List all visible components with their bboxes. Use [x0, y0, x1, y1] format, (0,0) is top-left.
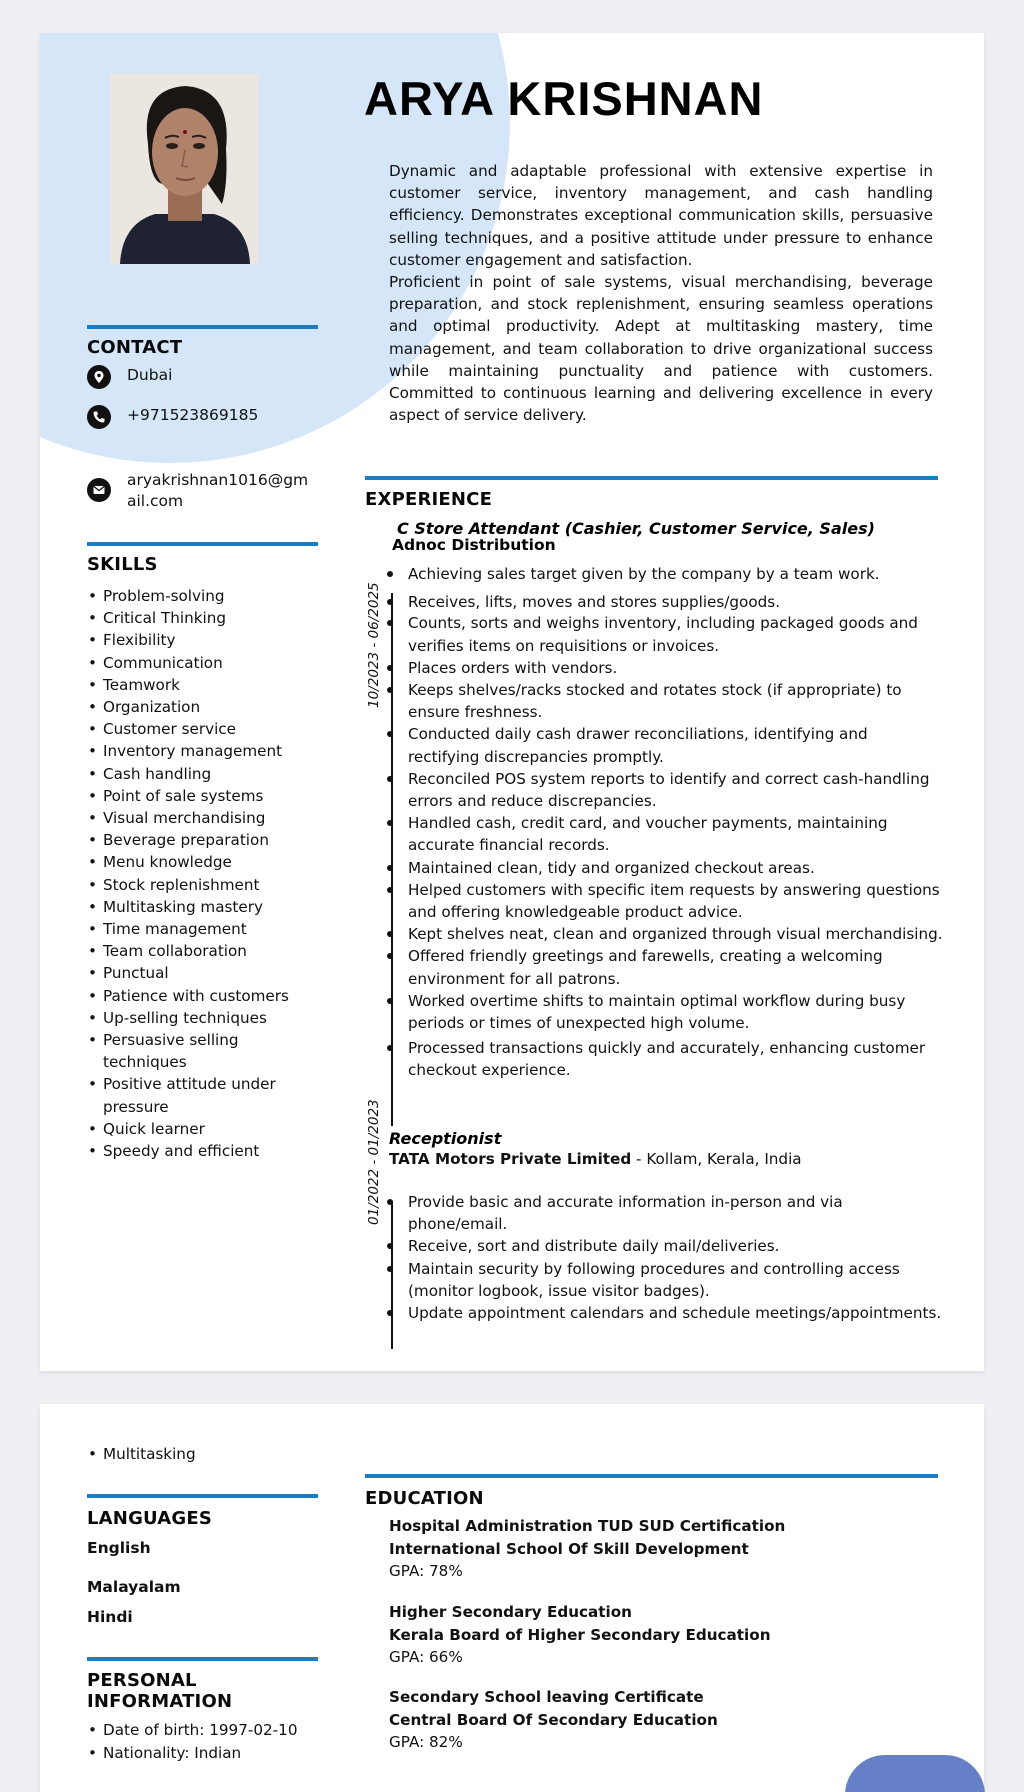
skill-item: • Patience with customers [87, 985, 317, 1007]
location-text: Dubai [127, 366, 173, 384]
floating-action-button[interactable] [845, 1755, 985, 1792]
job-bullet: Achieving sales target given by the company by a team work. [408, 563, 943, 585]
summary-paragraph-2: Proficient in point of sale systems, visual merchandising, beverage preparation, and stock replenishment, ensuring seamless operations and optimal productivity. Adept at multitasking mastery, time management, and team collaboration to drive organizational success while maintaining punctuality and patience with customers. Committed to continuous learning and delivering excellence in every aspect of service delivery. [389, 273, 933, 425]
languages-heading: LANGUAGES [87, 1508, 213, 1529]
job-company-1: Adnoc Distribution [392, 536, 556, 554]
summary-paragraph-1: Dynamic and adaptable professional with extensive expertise in customer service, inventory management, and cash handling efficiency. Demonstrates exceptional communication skills, persuasive selling techniques, and a positive attitude under pressure to enhance customer engagement and satisfaction. [389, 162, 933, 269]
education-school: International School Of Skill Development [389, 1539, 749, 1558]
education-entry [389, 1601, 771, 1669]
job-company-2: TATA Motors Private Limited [389, 1150, 632, 1168]
skill-item: • Organization [87, 696, 317, 718]
skill-item: • Speedy and efficient [87, 1140, 317, 1162]
contact-email [87, 470, 308, 512]
education-gpa: GPA: 78% [389, 1562, 463, 1580]
skill-item: • Punctual [87, 962, 317, 984]
resume-page-1 [40, 33, 984, 1371]
contact-heading: CONTACT [87, 337, 183, 358]
job-bullet: Handled cash, credit card, and voucher payments, maintaining accurate financial records. [408, 812, 943, 856]
job-bullet: Maintain security by following procedures and controlling access (monitor logbook, issue visitor badges). [408, 1258, 943, 1302]
job-bullet: Keeps shelves/racks stocked and rotates stock (if appropriate) to ensure freshness. [408, 679, 943, 723]
education-school: Kerala Board of Higher Secondary Education [389, 1625, 771, 1644]
job-bullet: Counts, sorts and weighs inventory, including packaged goods and verifies items on requisitions or invoices. [408, 612, 943, 656]
job-bullets-1 [408, 563, 943, 1082]
education-heading: EDUCATION [365, 1488, 484, 1509]
skill-item: • Critical Thinking [87, 607, 317, 629]
education-entry [389, 1515, 785, 1583]
phone-icon [87, 405, 111, 429]
phone-text[interactable]: +971523869185 [127, 406, 259, 424]
experience-divider [365, 476, 938, 480]
job-title-2: Receptionist [389, 1129, 502, 1148]
job-bullet: Receive, sort and distribute daily mail/deliveries. [408, 1235, 943, 1257]
skills-list [87, 585, 317, 1162]
profile-photo [110, 74, 259, 264]
skill-item: • Point of sale systems [87, 785, 317, 807]
map-pin-icon [87, 365, 111, 389]
language-item: English [87, 1539, 151, 1557]
job-company-line-2 [389, 1150, 802, 1168]
job-title-1: C Store Attendant (Cashier, Customer Service, Sales) [397, 519, 875, 538]
education-degree: Secondary School leaving Certificate [389, 1688, 704, 1706]
resume-page-2 [40, 1404, 984, 1792]
job-bullet: Provide basic and accurate information in-person and via phone/email. [408, 1191, 943, 1235]
skill-item: • Problem-solving [87, 585, 317, 607]
personal-heading-line-2: INFORMATION [87, 1691, 233, 1712]
skill-item: • Time management [87, 918, 317, 940]
skill-item: • Positive attitude under pressure [87, 1073, 317, 1117]
email-line-2: ail.com [127, 492, 184, 510]
language-item: Hindi [87, 1608, 133, 1626]
education-gpa: GPA: 66% [389, 1648, 463, 1666]
skill-item: • Cash handling [87, 763, 317, 785]
skill-item: • Up-selling techniques [87, 1007, 317, 1029]
job-bullet: Reconciled POS system reports to identify and correct cash-handling errors and reduce discrepancies. [408, 768, 943, 812]
skill-item: • Communication [87, 652, 317, 674]
skill-item: • Flexibility [87, 629, 317, 651]
education-degree: Hospital Administration TUD SUD Certification [389, 1517, 786, 1535]
job-dates-1: 10/2023 - 06/2025 [366, 582, 382, 708]
skills-divider [87, 542, 318, 546]
job-location-2: - Kollam, Kerala, India [631, 1150, 802, 1168]
contact-location [87, 365, 172, 389]
job-bullet: Conducted daily cash drawer reconciliations, identifying and rectifying discrepancies promptly. [408, 723, 943, 767]
education-school: Central Board Of Secondary Education [389, 1710, 718, 1729]
education-entry [389, 1686, 718, 1754]
personal-list [87, 1719, 298, 1764]
skill-item: • Beverage preparation [87, 829, 317, 851]
personal-heading [87, 1670, 232, 1712]
job-bullet: Offered friendly greetings and farewells, creating a welcoming environment for all patrons. [408, 945, 943, 989]
job-bullet: Maintained clean, tidy and organized checkout areas. [408, 857, 943, 879]
personal-divider [87, 1657, 318, 1661]
experience-heading: EXPERIENCE [365, 489, 493, 510]
education-divider [365, 1474, 938, 1478]
personal-heading-line-1: PERSONAL [87, 1670, 197, 1691]
job-bullet: Receives, lifts, moves and stores supplies/goods. [408, 591, 943, 613]
education-degree: Higher Secondary Education [389, 1603, 632, 1621]
timeline-line-2 [391, 1201, 393, 1349]
contact-phone [87, 405, 258, 429]
skill-item: • Multitasking [87, 1443, 196, 1466]
personal-item: • Date of birth: 1997-02-10 [87, 1719, 298, 1742]
job-bullet: Update appointment calendars and schedule meetings/appointments. [408, 1302, 943, 1324]
job-bullet: Worked overtime shifts to maintain optimal workflow during busy periods or times of unexpected high volume. [408, 990, 943, 1034]
email-line-1: aryakrishnan1016@gm [127, 471, 309, 489]
skill-item: • Visual merchandising [87, 807, 317, 829]
candidate-name: ARYA KRISHNAN [364, 72, 764, 125]
skill-item: • Menu knowledge [87, 851, 317, 873]
skill-item: • Persuasive selling techniques [87, 1029, 317, 1073]
education-gpa: GPA: 82% [389, 1733, 463, 1751]
envelope-icon [87, 478, 111, 502]
skill-item: • Quick learner [87, 1118, 317, 1140]
job-bullet: Places orders with vendors. [408, 657, 943, 679]
skills-list-continued [87, 1443, 196, 1466]
contact-divider [87, 325, 318, 329]
job-dates-2: 01/2022 - 01/2023 [366, 1099, 382, 1225]
personal-item: • Nationality: Indian [87, 1742, 298, 1765]
skill-item: • Team collaboration [87, 940, 317, 962]
email-text[interactable] [127, 470, 308, 512]
skill-item: • Customer service [87, 718, 317, 740]
job-bullets-2 [408, 1191, 943, 1324]
job-bullet: Helped customers with specific item requests by answering questions and offering knowledgeable product advice. [408, 879, 943, 923]
job-bullet: Kept shelves neat, clean and organized through visual merchandising. [408, 923, 943, 945]
language-item: Malayalam [87, 1578, 181, 1596]
skills-heading: SKILLS [87, 554, 158, 575]
job-bullet: Processed transactions quickly and accurately, enhancing customer checkout experience. [408, 1037, 943, 1081]
skill-item: • Multitasking mastery [87, 896, 317, 918]
skill-item: • Teamwork [87, 674, 317, 696]
skill-item: • Inventory management [87, 740, 317, 762]
skill-item: • Stock replenishment [87, 874, 317, 896]
languages-divider [87, 1494, 318, 1498]
